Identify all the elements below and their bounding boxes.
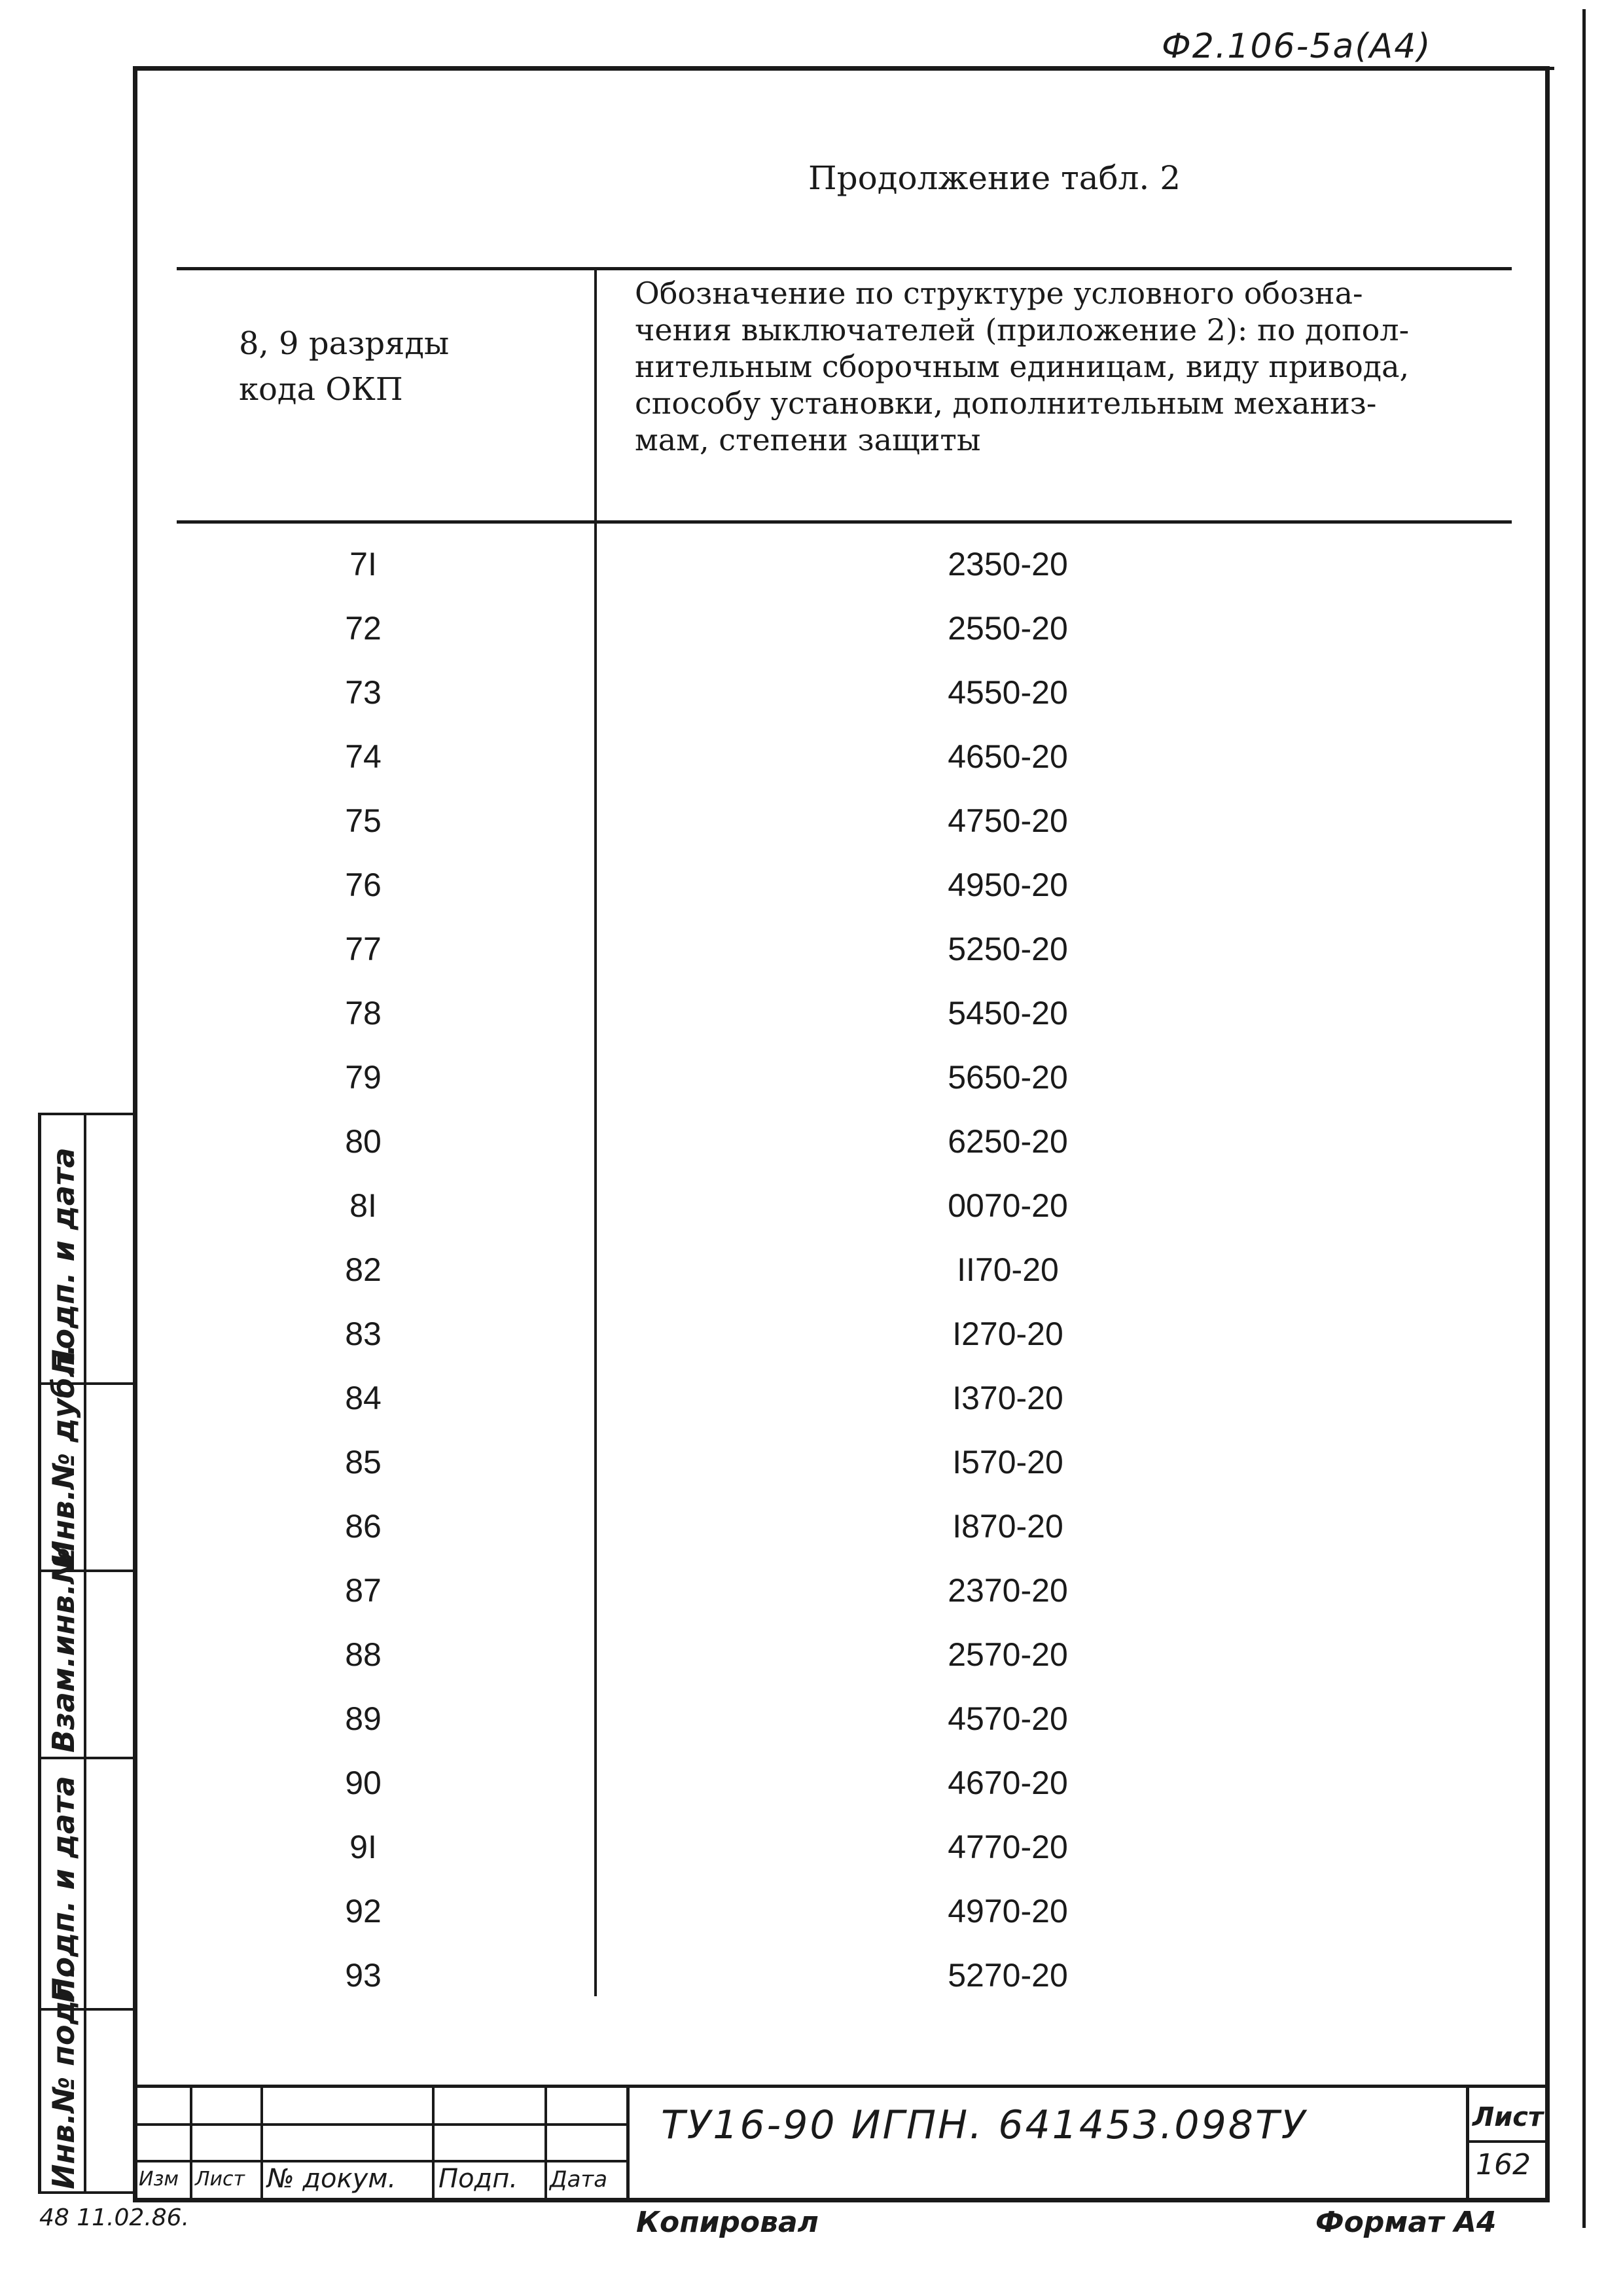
okp-code-cell: 72	[345, 610, 382, 647]
header-designation-line: мам, степени защиты	[635, 422, 981, 457]
okp-code-cell: 79	[345, 1059, 382, 1096]
header-designation-line: способу установки, дополнительным механиз-	[635, 386, 1377, 421]
designation-cell: 4750-20	[948, 802, 1068, 839]
side-stamp-inner-line	[84, 1113, 86, 2193]
okp-code-cell: 85	[345, 1444, 382, 1480]
side-stamp-divider	[38, 2191, 136, 2194]
okp-code-cell: 89	[345, 1700, 382, 1737]
title-block-col-line	[190, 2085, 192, 2199]
okp-code-cell: 76	[345, 867, 382, 903]
col-list-label: Лист	[195, 2168, 245, 2191]
designation-cell: 5650-20	[948, 1059, 1068, 1096]
side-stamp-inv-podl: Инв.№ подл.	[46, 1967, 81, 2189]
side-stamp-divider	[38, 1113, 136, 1115]
table-top-rule	[177, 267, 1512, 270]
okp-code-cell: 90	[345, 1765, 382, 1801]
side-stamp-inv-dubl: Инв.№ дубл.	[46, 1344, 81, 1566]
okp-code-cell: 74	[345, 738, 382, 775]
designation-cell: II70-20	[957, 1251, 1059, 1288]
title-block-sheet-line	[1466, 2140, 1548, 2143]
side-stamp-podp-data-1: Подп. и дата	[46, 1147, 81, 1374]
col-doc-label: № докум.	[267, 2164, 397, 2194]
footer-copied-by: Копировал	[636, 2206, 819, 2239]
side-stamp-outer-line	[38, 1113, 41, 2193]
okp-code-cell: 92	[345, 1893, 382, 1929]
designation-cell: 4550-20	[948, 674, 1068, 711]
okp-code-cell: 78	[345, 995, 382, 1031]
designation-cell: I270-20	[952, 1316, 1063, 1352]
sheet-label: Лист	[1472, 2102, 1544, 2132]
header-okp-line2: кода ОКП	[239, 371, 403, 408]
okp-code-cell: 84	[345, 1380, 382, 1416]
okp-code-cell: 86	[345, 1508, 382, 1545]
header-designation-line: нительным сборочным единицам, виду привода,	[635, 349, 1410, 384]
title-block-col-line	[626, 2085, 630, 2199]
designation-cell: 2570-20	[948, 1636, 1068, 1673]
designation-cell: 0070-20	[948, 1187, 1068, 1224]
header-okp-digits	[239, 321, 449, 412]
designation-cell: I570-20	[952, 1444, 1063, 1480]
okp-code-cell: 8I	[349, 1187, 377, 1224]
okp-code-cell: 82	[345, 1251, 382, 1288]
sheet-number: 162	[1476, 2148, 1531, 2181]
side-stamp-podp-data-2: Подп. и дата	[46, 1776, 81, 2003]
header-designation-line: чения выключателей (приложение 2): по допол-	[635, 312, 1410, 348]
footer-format: Формат А4	[1315, 2206, 1497, 2239]
header-okp-line1: 8, 9 разряды	[239, 325, 450, 362]
title-block-mid-line	[134, 2160, 628, 2162]
table-header-rule	[177, 520, 1512, 524]
okp-code-cell: 93	[345, 1957, 382, 1994]
designation-cell: 4570-20	[948, 1700, 1068, 1737]
okp-code-cell: 80	[345, 1123, 382, 1160]
table-caption: Продолжение табл. 2	[808, 159, 1181, 197]
okp-code-cell: 7I	[349, 546, 377, 583]
okp-code-cell: 87	[345, 1572, 382, 1609]
col-izm-label: Изм	[139, 2168, 179, 2191]
okp-code-cell: 83	[345, 1316, 382, 1352]
okp-code-cell: 73	[345, 674, 382, 711]
designation-cell: I370-20	[952, 1380, 1063, 1416]
okp-code-cell: 75	[345, 802, 382, 839]
designation-cell: 5270-20	[948, 1957, 1068, 1994]
footer-inventory-note: 48 11.02.86.	[39, 2204, 190, 2231]
designation-cell: I870-20	[952, 1508, 1063, 1545]
col-podp-label: Подп.	[438, 2164, 518, 2194]
okp-code-cell: 77	[345, 931, 382, 967]
header-designation	[635, 275, 1525, 458]
designation-cell: 4670-20	[948, 1765, 1068, 1801]
page-right-edge	[1582, 9, 1586, 2228]
col-data-label: Дата	[550, 2166, 608, 2193]
header-designation-line: Обозначение по структуре условного обозна-	[635, 276, 1363, 311]
designation-cell: 2370-20	[948, 1572, 1068, 1609]
side-stamp-divider	[38, 1757, 136, 1759]
designation-cell: 4970-20	[948, 1893, 1068, 1929]
designation-cell: 5250-20	[948, 931, 1068, 967]
designation-cell: 4650-20	[948, 738, 1068, 775]
designation-cell: 6250-20	[948, 1123, 1068, 1160]
table-column-divider	[594, 268, 597, 1996]
designation-cell: 5450-20	[948, 995, 1068, 1031]
title-block-mid-line	[134, 2123, 628, 2126]
document-number: ТУ16-90 ИГПН. 641453.098ТУ	[661, 2102, 1308, 2148]
title-block-col-line	[260, 2085, 263, 2199]
title-block-col-line	[432, 2085, 435, 2199]
title-block-col-line	[544, 2085, 547, 2199]
side-stamp-vzam-inv: Взам.инв.№	[46, 1547, 81, 1753]
okp-code-cell: 88	[345, 1636, 382, 1673]
title-block-top-line	[134, 2085, 1548, 2088]
designation-cell: 2550-20	[948, 610, 1068, 647]
designation-cell: 4770-20	[948, 1829, 1068, 1865]
okp-code-cell: 9I	[349, 1829, 377, 1865]
designation-cell: 4950-20	[948, 867, 1068, 903]
designation-cell: 2350-20	[948, 546, 1068, 583]
form-code: Ф2.106-5а(А4)	[1162, 26, 1554, 70]
